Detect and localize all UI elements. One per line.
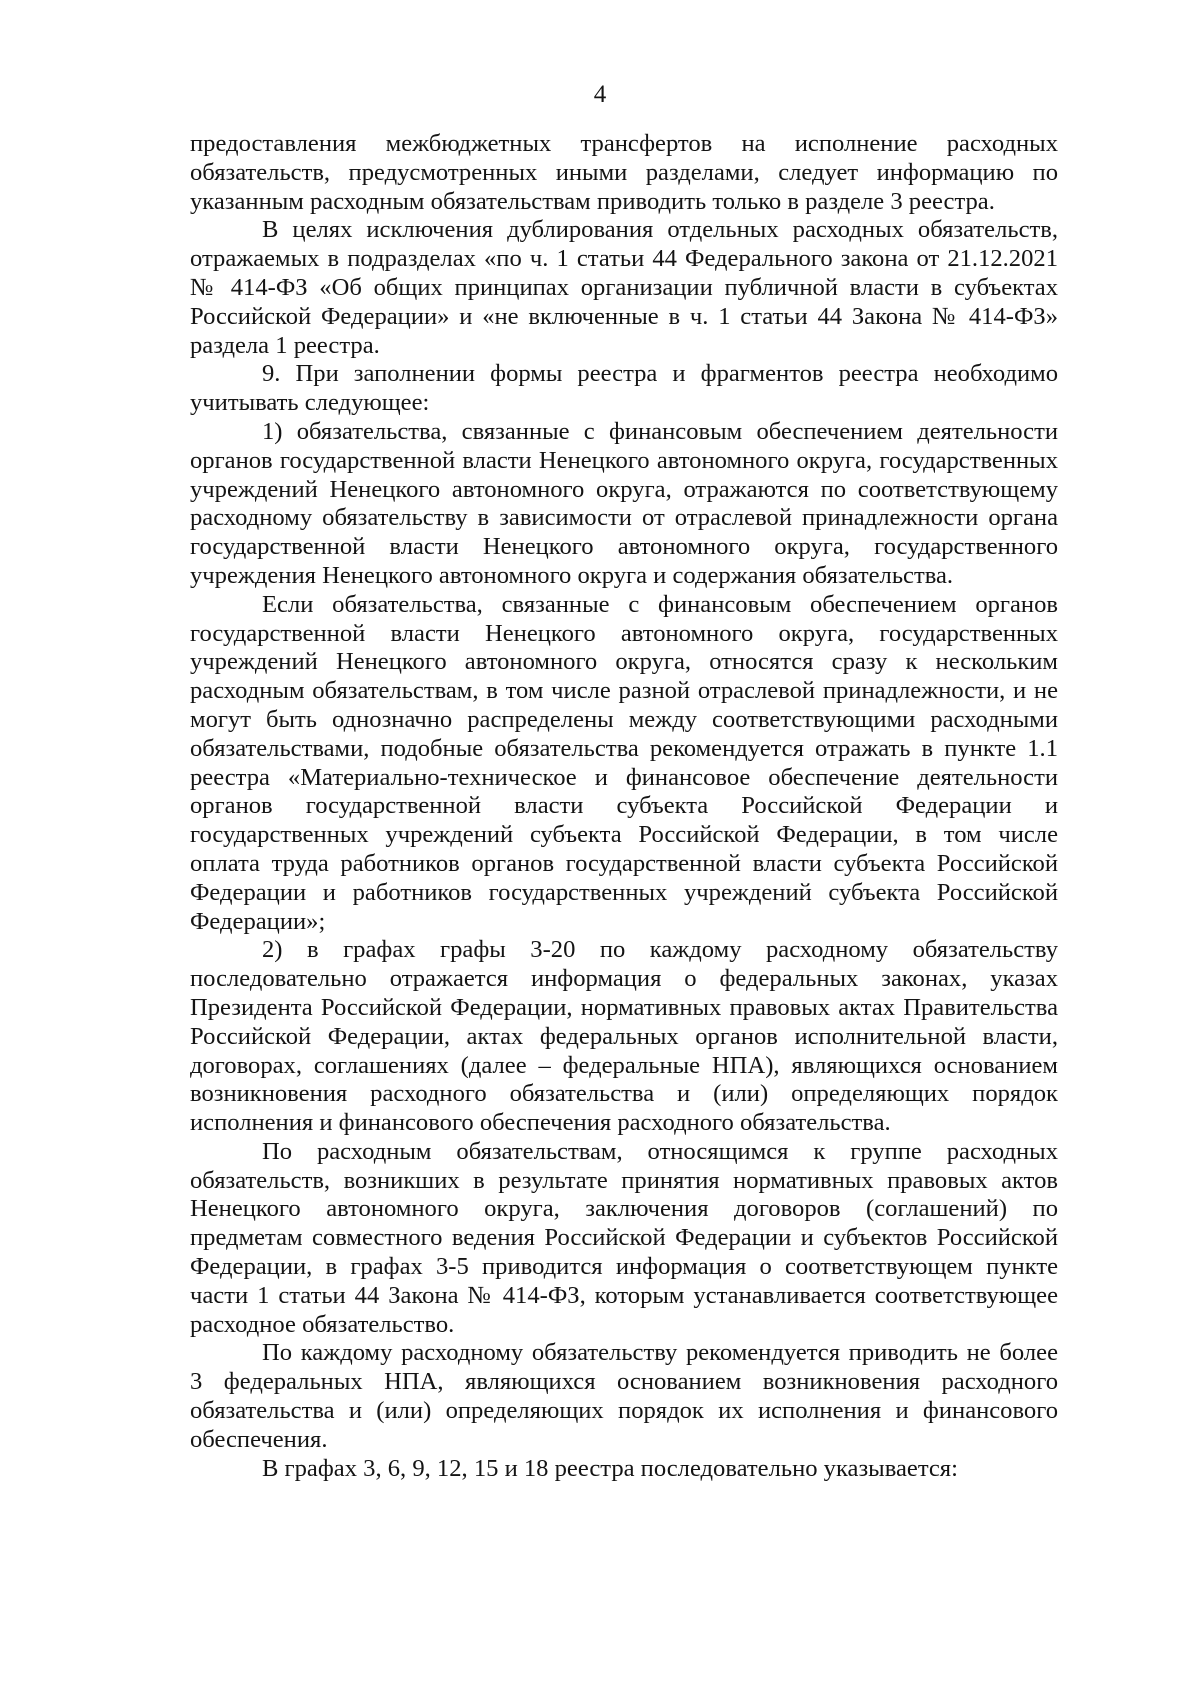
paragraph-continuation: предоставления межбюджетных трансфертов на исполнение расходных обязательств, предусмотренных иными разделами, следует информацию по указанным расходным обязательствам приводить только в разделе 3 реестра. <box>190 130 1058 215</box>
paragraph-subitem-1: 1) обязательства, связанные с финансовым обеспечением деятельности органов государственной власти Ненецкого автономного округа, государственных учреждений Ненецкого автономного округа, отражаются по соответствующему расходному обязательству в зависимости от отраслевой принадлежности органа государственной власти Ненецкого автономного округа, государственного учреждения Ненецкого автономного округа и содержания обязательства. <box>190 417 1058 589</box>
paragraph-multiple-obligations: Если обязательства, связанные с финансовым обеспечением органов государственной власти Ненецкого автономного округа, государственных учреждений Ненецкого автономного округа, относятся сразу к нескольким расходным обязательствам, в том числе разной отраслевой принадлежности, и не могут быть однозначно распределены между соответствующими расходными обязательствами, подобные обязательства рекомендуется отражать в пункте 1.1 реестра «Материально-техническое и финансовое обеспечение деятельности органов государственной власти субъекта Российской Федерации и государственных учреждений субъекта Российской Федерации, в том числе оплата труда работников органов государственной власти субъекта Российской Федерации и работников государственных учреждений субъекта Российской Федерации»; <box>190 590 1058 935</box>
paragraph-subitem-2: 2) в графах графы 3-20 по каждому расходному обязательству последовательно отражается информация о федеральных законах, указах Президента Российской Федерации, нормативных правовых актах Правительства Российской Федерации, актах федеральных органов исполнительной власти, договорах, соглашениях (далее – федеральные НПА), являющихся основанием возникновения расходного обязательства и (или) определяющих порядок исполнения и финансового обеспечения расходного обязательства. <box>190 936 1058 1137</box>
paragraph-columns-list-intro: В графах 3, 6, 9, 12, 15 и 18 реестра последовательно указывается: <box>262 1454 958 1482</box>
paragraph-joint-jurisdiction: По расходным обязательствам, относящимся к группе расходных обязательств, возникших в результате принятия нормативных правовых актов Ненецкого автономного округа, заключения договоров (соглашений) по предметам совместного ведения Российской Федерации и субъектов Российской Федерации, в графах 3-5 приводится информация о соответствующем пункте части 1 статьи 44 Закона № 414-ФЗ, которым устанавливается соответствующее расходное обязательство. <box>190 1137 1058 1338</box>
paragraph-item-9: 9. При заполнении формы реестра и фрагментов реестра необходимо учитывать следующее: <box>190 360 1058 417</box>
page-number: 4 <box>593 81 607 108</box>
paragraph-duplication-exclusion: В целях исключения дублирования отдельных расходных обязательств, отражаемых в подразделах «по ч. 1 статьи 44 Федерального закона от 21.12.2021 № 414-ФЗ «Об общих принципах организации публичной власти в субъектах Российской Федерации» и «не включенные в ч. 1 статьи 44 Закона № 414-ФЗ» раздела 1 реестра. <box>190 216 1058 359</box>
document-body <box>190 130 1058 1483</box>
paragraph-npa-limit: По каждому расходному обязательству рекомендуется приводить не более 3 федеральных НПА, являющихся основанием возникновения расходного обязательства и (или) определяющих порядок их исполнения и финансового обеспечения. <box>190 1339 1058 1453</box>
